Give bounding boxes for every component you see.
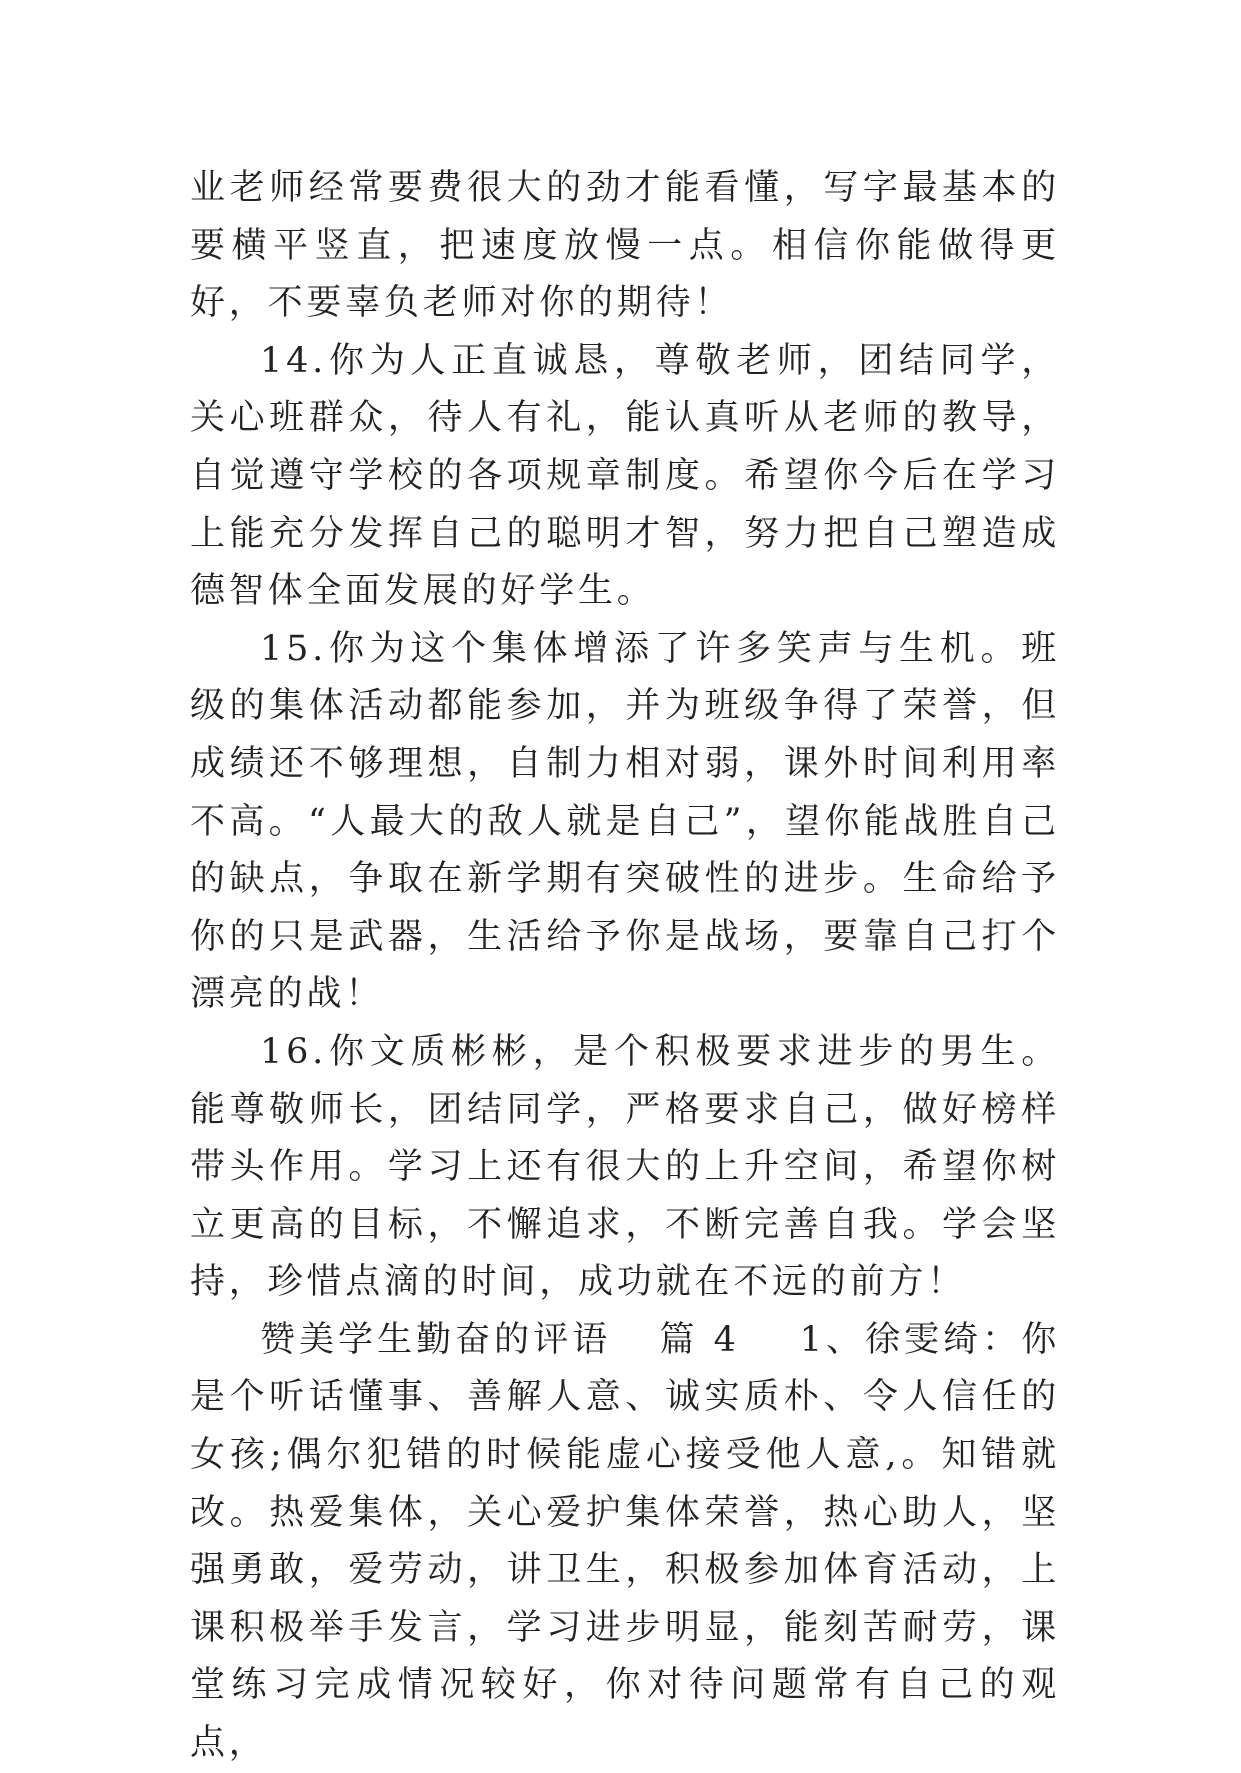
section-part-label: 篇 4 [659,1319,740,1360]
paragraph-continuation: 业老师经常要费很大的劲才能看懂，写字最基本的要横平竖直，把速度放慢一点。相信你能做得更好，不要辜负老师对你的期待！ [190,168,1060,324]
paragraph-comment-16: 16.你文质彬彬，是个积极要求进步的男生。能尊敬师长，团结同学，严格要求自己，做好榜样带头作用。学习上还有很大的上升空间，希望你树立更高的目标，不懈追求，不断完善自我。学会坚持，珍惜点滴的时间，成功就在不远的前方！ [190,1031,1060,1303]
paragraph-comment-15: 15.你为这个集体增添了许多笑声与生机。班级的集体活动都能参加，并为班级争得了荣誉，但成绩还不够理想，自制力相对弱，课外时间利用率不高。“人最大的敌人就是自己”，望你能战胜自己的缺点，争取在新学期有突破性的进步。生命给予你的只是武器，生活给予你是战场，要靠自己打个漂亮的战！ [190,628,1060,1015]
document-body [190,160,1060,1773]
section-item-number: 1、 [799,1319,866,1360]
section-heading: 赞美学生勤奋的评语 [260,1319,612,1360]
paragraph-section-4 [190,1312,1060,1773]
paragraph-comment-14: 14.你为人正直诚恳，尊敬老师，团结同学，关心班群众，待人有礼，能认真听从老师的教导，自觉遵守学校的各项规章制度。希望你今后在学习上能充分发挥自己的聪明才智，努力把自己塑造成德智体全面发展的好学生。 [190,340,1060,612]
section-item-text: 徐雯绮：你是个听话懂事、善解人意、诚实质朴、令人信任的女孩;偶尔犯错的时候能虚心接受他人意,。知错就改。热爱集体，关心爱护集体荣誉，热心助人，坚强勇敢，爱劳动，讲卫生，积极参加体育活动，上课积极举手发言，学习进步明显，能刻苦耐劳，课堂练习完成情况较好，你对待问题常有自己的观点， [190,1319,1060,1764]
